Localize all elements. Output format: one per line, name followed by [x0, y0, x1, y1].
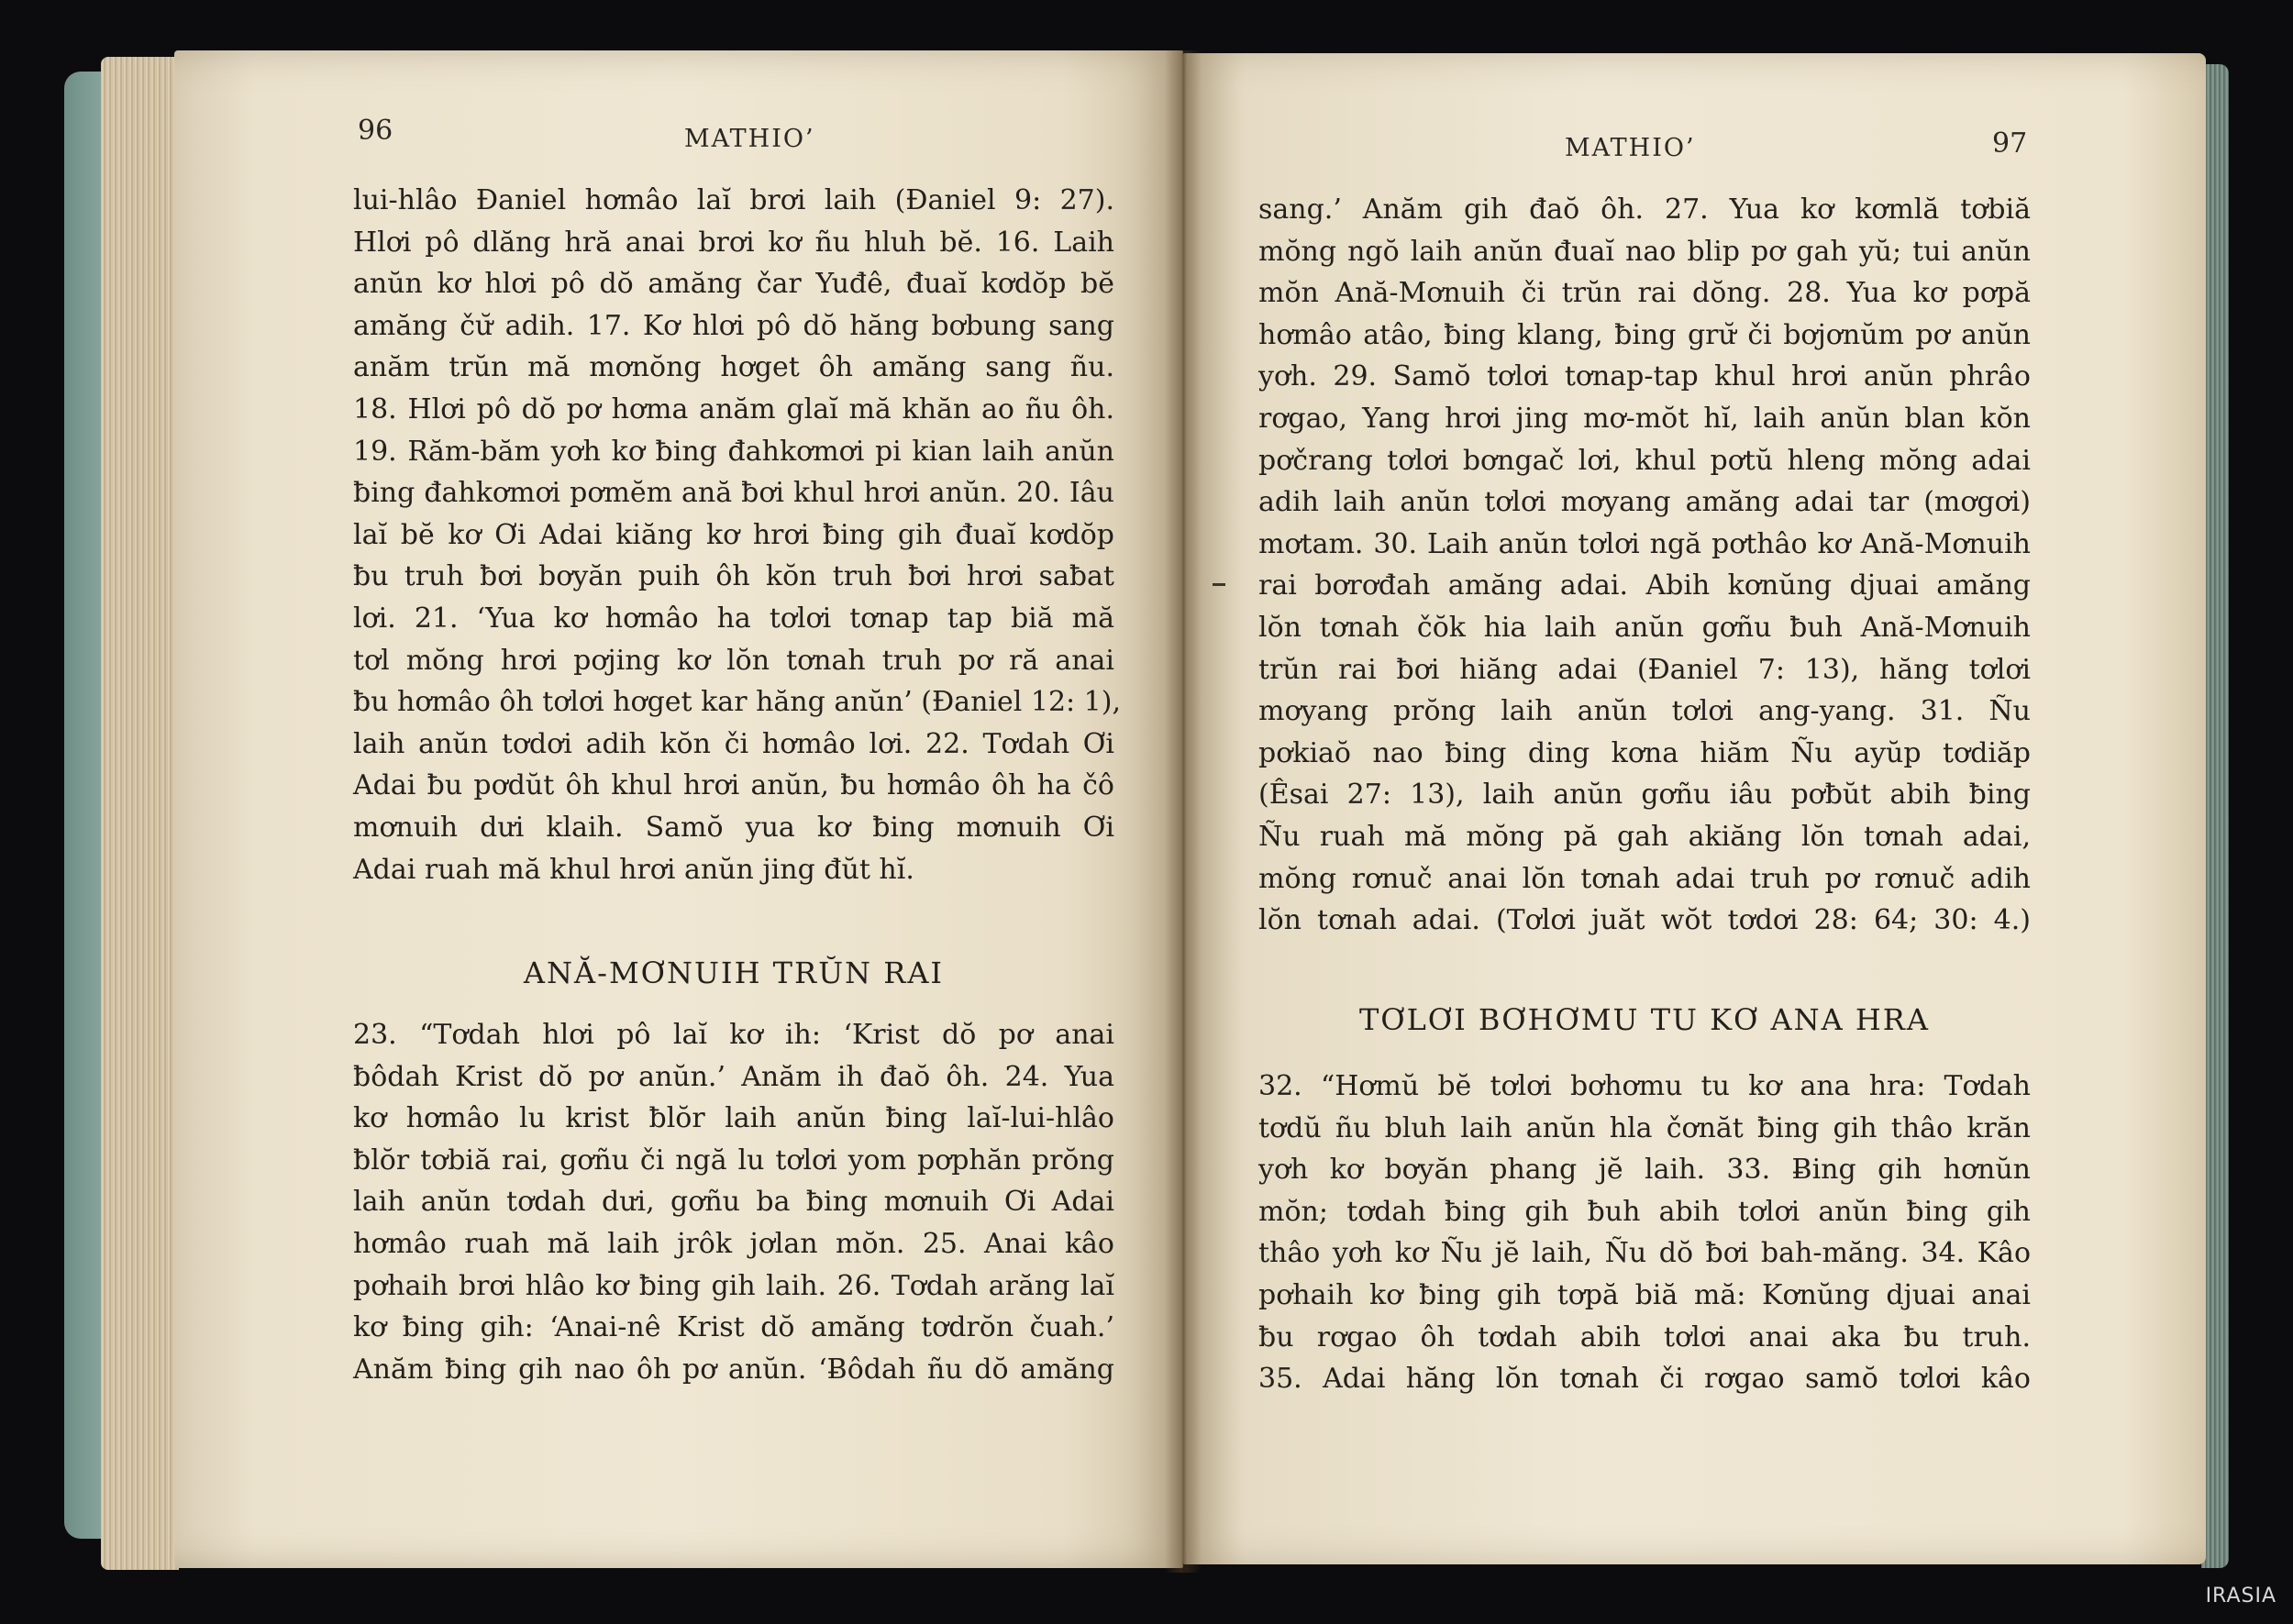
text-line: ƀu hơmâo ôh tơlơi hơget kar hăng anŭn’ (Đaniel 12: 1), — [353, 686, 1122, 719]
text-line: lŏn tơnah čŏk hia laih anŭn gơñu ƀuh Ană-Mơnuih — [1258, 611, 2031, 644]
text-line: laih anŭn tơdơi adih kŏn či hơmâo lơi. 22. Tơdah Ơi — [353, 727, 1114, 760]
page-stack-edges — [101, 57, 179, 1570]
text-line: lŏn tơnah adai. (Tơlơi juăt wŏt tơdơi 28: 64; 30: 4.) — [1258, 904, 2031, 937]
text-line: 23. “Tơdah hlơi pô laĭ kơ ih: ‘Krist dŏ pơ anai — [353, 1019, 1114, 1051]
right-section-heading: TƠLƠI BƠHƠMU TU KƠ ANA HRA — [1359, 1002, 1930, 1037]
text-line: mŏn; tơdah ƀing gih ƀuh abih tơlơi anŭn ƀing gih — [1258, 1195, 2031, 1228]
text-line: ƀing đahkơmơi pơmĕm ană ƀơi khul hrơi anŭn. 20. Iâu — [353, 477, 1114, 510]
right-running-head: MATHIO’ — [1565, 134, 1696, 162]
text-line: Hlơi pô dlăng hră anai brơi kơ ñu hluh bĕ. 16. Laih — [353, 226, 1114, 259]
text-line: hơmâo atâo, ƀing klang, ƀing grư̆ či bơjơnŭm pơ anŭn — [1258, 318, 2031, 351]
text-line: kơ ƀing gih: ‘Anai-nê Krist dŏ amăng tơdrŏn čuah.’ — [353, 1311, 1114, 1344]
text-line: trŭn rai ƀơi hiăng adai (Đaniel 7: 13), hăng tơlơi — [1258, 653, 2031, 686]
text-line: mŏn Ană-Mơnuih či trŭn rai dŏng. 28. Yua kơ pơpă — [1258, 277, 2031, 310]
left-section-heading: ANĂ-MƠNUIH TRŬN RAI — [523, 956, 945, 990]
text-line: 19. Răm-băm yơh kơ ƀing đahkơmơi pi kian laih anŭn — [353, 435, 1114, 468]
left-running-head: MATHIO’ — [684, 125, 815, 153]
text-line: pơhaih brơi hlâo kơ ƀing gih laih. 26. Tơdah arăng laĭ — [353, 1269, 1114, 1302]
left-paragraph-two — [353, 1014, 1114, 1390]
text-line: amăng čư̆ adih. 17. Kơ hlơi pô dŏ hăng bơbung sang — [353, 309, 1114, 342]
text-line: pơkiaŏ nao ƀing ding kơna hiăm Ñu ayŭp tơdiăp — [1258, 736, 2031, 769]
left-paragraph-one — [353, 180, 1122, 890]
text-line: Adai ruah mă khul hrơi anŭn jing đŭt hĭ. — [353, 853, 914, 886]
text-line: Anăm ƀing gih nao ôh pơ anŭn. ‘Ƀôdah ñu dŏ amăng — [353, 1353, 1114, 1386]
left-page-number: 96 — [358, 115, 393, 147]
text-line: ƀlŏr tơbiă rai, gơñu či ngă lu tơlơi yom pơphăn prŏng — [353, 1143, 1114, 1177]
margin-pencil-mark — [1213, 583, 1225, 586]
text-line: lui-hlâo Đaniel hơmâo laĭ brơi laih (Đaniel 9: 27). — [353, 184, 1114, 216]
right-paragraph-one — [1258, 189, 2031, 942]
text-line: ƀu truh ƀơi bơyăn puih ôh kŏn truh ƀơi hrơi saƀat — [353, 560, 1114, 593]
text-line: laĭ bĕ kơ Ơi Adai kiăng kơ hrơi ƀing gih đuaĭ kơdŏp — [353, 518, 1114, 551]
text-line: sang.’ Anăm gih đaŏ ôh. 27. Yua kơ kơmlă tơbiă — [1258, 193, 2031, 226]
text-line: tơl mŏng hrơi pơjing kơ lŏn tơnah truh pơ ră anai — [353, 644, 1114, 677]
text-line: anŭn kơ hlơi pô dŏ amăng čar Yuđê, đuaĭ kơdŏp bĕ — [353, 268, 1114, 301]
text-line: rơgao, Yang hrơi jing mơ-mŏt hĭ, laih anŭn blan kŏn — [1258, 402, 2031, 435]
text-line: yơh kơ bơyăn phang jĕ laih. 33. Ƀing gih hơnŭn — [1258, 1154, 2031, 1187]
text-line: hơmâo ruah mă laih jrôk jơlan mŏn. 25. Anai kâo — [353, 1227, 1114, 1260]
text-line: 32. “Hơmŭ bĕ tơlơi bơhơmu tu kơ ana hra: Tơdah — [1258, 1070, 2031, 1102]
text-line: yơh. 29. Samŏ tơlơi tơnap-tap khul hrơi anŭn phrâo — [1258, 360, 2031, 393]
watermark-label: IRASIA — [2205, 1585, 2276, 1607]
text-line: ƀôdah Krist dŏ pơ anŭn.’ Anăm ih đaŏ ôh. 24. Yua — [353, 1060, 1114, 1093]
right-page-number: 97 — [1992, 127, 2028, 160]
text-line: Ñu ruah mă mŏng pă gah akiăng lŏn tơnah adai, — [1258, 820, 2031, 853]
text-line: pơhaih kơ ƀing gih tơpă biă mă: Kơnŭng djuai anai — [1258, 1278, 2031, 1311]
text-line: laih anŭn tơdah dưi, gơñu ba ƀing mơnuih Ơi Adai — [353, 1186, 1114, 1219]
text-line: (Êsai 27: 13), laih anŭn gơñu iâu pơƀŭt abih ƀing — [1258, 779, 2031, 812]
text-line: 35. Adai hăng lŏn tơnah či rơgao samŏ tơlơi kâo — [1258, 1363, 2031, 1396]
text-line: mơtam. 30. Laih anŭn tơlơi ngă pơthâo kơ Ană-Mơnuih — [1258, 527, 2031, 560]
text-line: thâo yơh kơ Ñu jĕ laih, Ñu dŏ ƀơi bah-măng. 34. Kâo — [1258, 1237, 2031, 1270]
text-line: adih laih anŭn tơlơi mơyang amăng adai tar (mơgơi) — [1258, 486, 2031, 519]
text-line: mơnuih dưi klaih. Samŏ yua kơ ƀing mơnuih Ơi — [353, 811, 1114, 844]
right-paragraph-two — [1258, 1066, 2031, 1400]
text-line: lơi. 21. ‘Yua kơ hơmâo ha tơlơi tơnap tap biă mă — [353, 602, 1114, 635]
text-line: mŏng ngŏ laih anŭn đuaĭ nao blip pơ gah yŭ; tui anŭn — [1258, 235, 2031, 268]
text-line: ƀu rơgao ôh tơdah abih tơlơi anai aka ƀu truh. — [1258, 1320, 2031, 1353]
text-line: tơdŭ ñu bluh laih anŭn hla čơnăt ƀing gih thâo krăn — [1258, 1111, 2031, 1144]
text-line: 18. Hlơi pô dŏ pơ hơma anăm glaĭ mă khăn ao ñu ôh. — [353, 392, 1114, 425]
text-line: Adai ƀu pơdŭt ôh khul hrơi anŭn, ƀu hơmâo ôh ha čô — [353, 769, 1114, 802]
text-line: rai bơrơđah amăng adai. Abih kơnŭng djuai amăng — [1258, 569, 2031, 602]
text-line: mơyang prŏng laih anŭn tơlơi ang-yang. 31. Ñu — [1258, 695, 2031, 728]
text-line: kơ hơmâo lu krist ƀlŏr laih anŭn ƀing laĭ-lui-hlâo — [353, 1102, 1114, 1135]
text-line: anăm trŭn mă mơnŏng hơget ôh amăng sang ñu. — [353, 351, 1114, 384]
text-line: mŏng rơnuč anai lŏn tơnah adai truh pơ rơnuč adih — [1258, 862, 2031, 895]
book-gutter — [1165, 50, 1202, 1573]
text-line: pơčrang tơlơi bơngač lơi, khul pơtŭ hleng mŏng adai — [1258, 444, 2031, 477]
